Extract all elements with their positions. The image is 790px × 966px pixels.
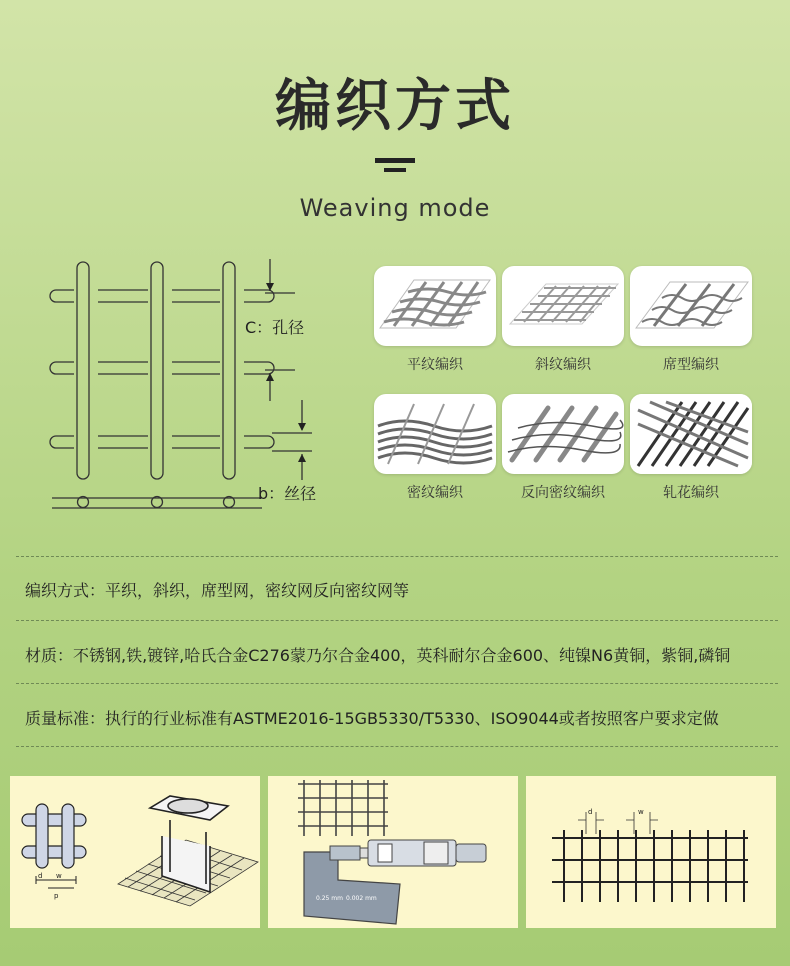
crimped-weave-tile (630, 394, 752, 474)
micrometer-illustration (268, 776, 518, 928)
loupe-inspection-illustration (10, 776, 260, 928)
pattern-label: 席型编织 (663, 357, 719, 373)
loupe-d-label: d (38, 872, 43, 880)
divider (16, 683, 778, 684)
divider (16, 746, 778, 747)
grid-w-label: w (638, 808, 644, 816)
pattern-label: 轧花编织 (663, 485, 719, 501)
plain-weave-tile (374, 266, 496, 346)
dutch-weave-tile (630, 266, 752, 346)
divider (16, 556, 778, 557)
pattern-label: 密纹编织 (407, 485, 463, 501)
materials-text: 材质：不锈钢,铁,镀锌,哈氏合金C276蒙乃尔合金400，英科耐尔合金600、纯镍N6黄铜，紫铜,磷铜 (25, 646, 731, 665)
page-title: 编织方式 (275, 74, 515, 139)
dense-weave-tile (374, 394, 496, 474)
measurement-panel-loupe (10, 776, 260, 928)
micrometer-scale-1: 0.25 mm (316, 895, 343, 902)
plain-weave-icon (374, 266, 496, 346)
pattern-label: 反向密纹编织 (521, 485, 605, 501)
divider (16, 620, 778, 621)
grid-d-label: d (588, 808, 593, 816)
quality-standard-text: 质量标准：执行的行业标准有ASTME2016-15GB5330/T5330、ISO9044或者按照客户要求定做 (25, 709, 719, 728)
weave-methods-text: 编织方式：平织，斜织，席型网，密纹网反向密纹网等 (25, 581, 410, 600)
pattern-label: 斜纹编织 (535, 357, 591, 373)
title-divider-bar (375, 158, 415, 163)
loupe-p-label: p (54, 892, 59, 900)
crimped-weave-icon (630, 394, 752, 474)
dense-weave-icon (374, 394, 496, 474)
micrometer-scale-2: 0.002 mm (346, 895, 377, 902)
reverse-dutch-weave-icon (502, 394, 624, 474)
title-divider-bar-short (384, 168, 406, 172)
mesh-dimension-diagram (40, 255, 360, 530)
loupe-w-label: w (56, 872, 62, 880)
twill-weave-tile (502, 266, 624, 346)
mesh-grid-illustration (526, 776, 776, 928)
twill-weave-icon (502, 266, 624, 346)
pattern-label: 平纹编织 (407, 357, 463, 373)
measurement-panel-micrometer (268, 776, 518, 928)
hole-size-label: C：孔径 (245, 318, 305, 337)
dutch-weave-icon (630, 266, 752, 346)
measurement-panel-grid (526, 776, 776, 928)
wire-diameter-label: b：丝径 (258, 484, 317, 503)
page-subtitle: Weaving mode (299, 194, 491, 222)
reverse-dutch-weave-tile (502, 394, 624, 474)
